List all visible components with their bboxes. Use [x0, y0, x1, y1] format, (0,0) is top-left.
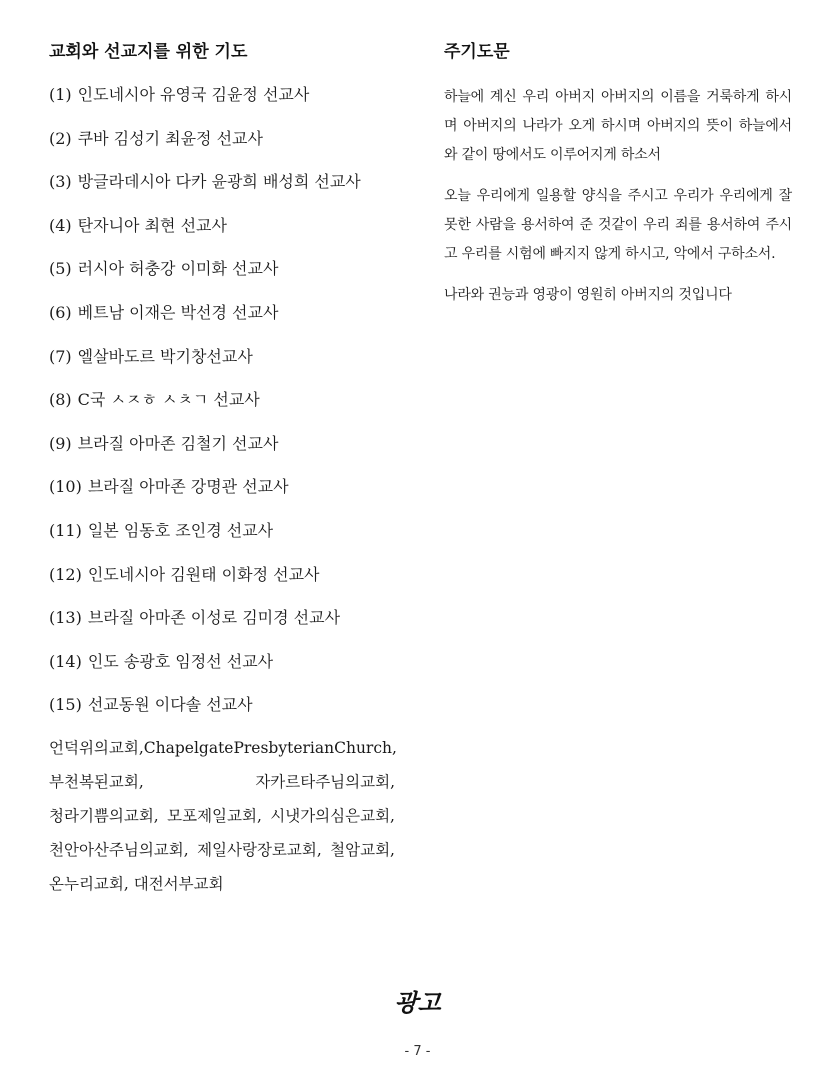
prayer-paragraph: 오늘 우리에게 일용할 양식을 주시고 우리가 우리에게 잘못한 사람을 용서하여 준 것같이 우리 죄를 용서하여 주시고 우리를 시험에 빠지지 않게 하시고, 악에서 구하소서.	[444, 188, 792, 262]
item-text: 선교동원 이다솔 선교사	[87, 695, 253, 715]
church-name: Presbyterian	[233, 738, 335, 757]
list-item	[49, 257, 397, 281]
item-text: 탄자니아 최현 선교사	[77, 215, 227, 235]
item-text: C국 ㅅㅈㅎ ㅅㅊㄱ 선교사	[77, 390, 260, 410]
church-name: 시냇가의심은교회,	[270, 806, 395, 825]
list-item	[49, 127, 397, 151]
church-name: 모포제일교회,	[167, 806, 262, 825]
church-name: 청라기쁨의교회,	[49, 806, 159, 825]
item-number: (1)	[49, 85, 72, 104]
item-number: (2)	[49, 128, 72, 148]
church-line: 온누리교회, 대전서부교회	[49, 874, 224, 893]
item-number: (8)	[49, 390, 72, 410]
page-number: - 7 -	[404, 1044, 431, 1059]
item-number: (6)	[49, 302, 72, 322]
prayer-paragraph: 나라와 권능과 영광이 영원히 아버지의 것입니다	[444, 287, 732, 303]
list-item	[49, 563, 397, 587]
list-item	[49, 345, 397, 369]
item-number: (7)	[49, 346, 72, 366]
list-item	[49, 519, 397, 543]
church-line	[49, 765, 395, 799]
item-number: (5)	[49, 259, 72, 279]
church-line	[49, 731, 395, 765]
supporting-churches	[49, 731, 395, 901]
list-item	[49, 301, 397, 325]
church-name: Church,	[334, 738, 397, 757]
item-number: (14)	[49, 651, 82, 671]
item-number: (11)	[49, 520, 82, 540]
item-number: (4)	[49, 215, 72, 235]
list-item	[49, 693, 397, 717]
church-line	[49, 799, 395, 833]
item-number: (9)	[49, 433, 72, 453]
item-text: 베트남 이재은 박선경 선교사	[77, 302, 279, 322]
item-text: 일본 임동호 조인경 선교사	[87, 520, 274, 540]
section-heading-missions: 교회와 선교지를 위한 기도	[49, 42, 248, 62]
list-item	[49, 650, 397, 674]
item-number: (12)	[49, 564, 82, 584]
church-line	[49, 833, 395, 867]
item-text: 인도 송광호 임정선 선교사	[87, 651, 274, 671]
item-text: 인도네시아 유영국 김윤정 선교사	[77, 85, 310, 104]
section-heading-prayer: 주기도문	[444, 42, 510, 62]
item-text: 브라질 아마존 이성로 김미경 선교사	[87, 608, 341, 628]
church-name: 자카르타주님의교회,	[255, 772, 395, 791]
item-number: (3)	[49, 172, 72, 192]
list-item	[49, 432, 397, 456]
prayer-paragraph: 하늘에 계신 우리 아버지 아버지의 이름을 거룩하게 하시며 아버지의 나라가 오게 하시며 아버지의 뜻이 하늘에서와 같이 땅에서도 이루어지게 하소서	[444, 89, 792, 163]
church-name: 철암교회,	[330, 840, 395, 859]
missionary-list	[49, 83, 397, 717]
lords-prayer-section	[444, 40, 792, 322]
item-text: 브라질 아마존 김철기 선교사	[77, 433, 279, 453]
item-text: 러시아 허충강 이미화 선교사	[77, 259, 279, 279]
ad-section-title: 광고	[394, 988, 441, 1017]
church-name: 천안아산주님의교회,	[49, 840, 189, 859]
list-item	[49, 606, 397, 630]
item-number: (13)	[49, 608, 82, 628]
list-item	[49, 170, 397, 194]
church-name: Chapelgate	[143, 738, 234, 757]
list-item	[49, 475, 397, 499]
item-number: (15)	[49, 695, 82, 715]
item-text: 엘살바도르 박기창선교사	[77, 346, 253, 366]
item-text: 쿠바 김성기 최윤정 선교사	[77, 128, 263, 148]
item-text: 브라질 아마존 강명관 선교사	[87, 477, 289, 497]
missionary-prayer-section	[49, 40, 397, 901]
list-item	[49, 214, 397, 238]
list-item	[49, 83, 397, 107]
item-number: (10)	[49, 477, 82, 497]
church-name: 제일사랑장로교회,	[197, 840, 322, 859]
list-item	[49, 388, 397, 412]
item-text: 방글라데시아 다카 윤광희 배성희 선교사	[77, 172, 361, 192]
church-name: 부천복된교회,	[49, 772, 144, 791]
item-text: 인도네시아 김원태 이화정 선교사	[87, 564, 320, 584]
church-name: 언덕위의교회,	[49, 738, 144, 757]
